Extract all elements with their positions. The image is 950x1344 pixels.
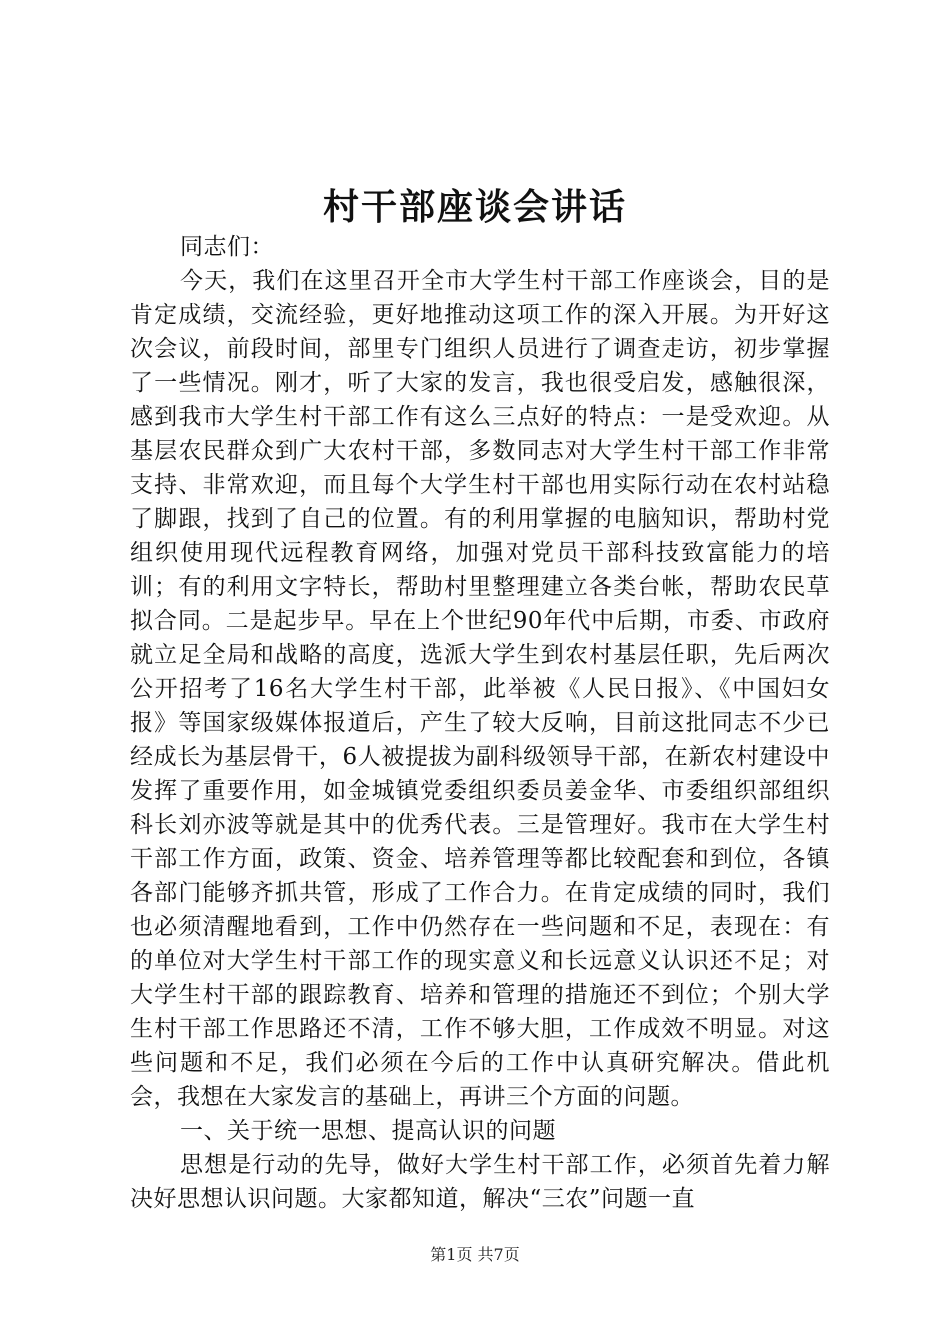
body-paragraph-section-1: 思想是行动的先导，做好大学生村干部工作，必须首先着力解决好思想认识问题。大家都知道，解决“三农”问题一直 [130,1152,830,1212]
document-body [130,230,830,1216]
page-footer: 第1页 共7页 [430,1245,520,1264]
body-paragraph-intro: 今天，我们在这里召开全市大学生村干部工作座谈会，目的是肯定成绩，交流经验，更好地推动这项工作的深入开展。为开好这次会议，前段时间，部里专门组织人员进行了调查走访，初步掌握了一些情况。刚才，听了大家的发言，我也很受启发，感触很深，感到我市大学生村干部工作有这么三点好的特点：一是受欢迎。从基层农民群众到广大农村干部，多数同志对大学生村干部工作非常支持、非常欢迎，而且每个大学生村干部也用实际行动在农村站稳了脚跟，找到了自己的位置。有的利用掌握的电脑知识，帮助村党组织使用现代远程教育网络，加强对党员干部科技致富能力的培训；有的利用文字特长，帮助村里整理建立各类台帐，帮助农民草拟合同。二是起步早。早在上个世纪90年代中后期，市委、市政府就立足全局和战略的高度，选派大学生到农村基层任职，先后两次公开招考了16名大学生村干部，此举被《人民日报》、《中国妇女报》等国家级媒体报道后，产生了较大反响，目前这批同志不少已经成长为基层骨干，6人被提拔为副科级领导干部，在新农村建设中发挥了重要作用，如金城镇党委组织委员姜金华、市委组织部组织科长刘亦波等就是其中的优秀代表。三是管理好。我市在大学生村干部工作方面，政策、资金、培养管理等都比较配套和到位，各镇各部门能够齐抓共管，形成了工作合力。在肯定成绩的同时，我们也必须清醒地看到，工作中仍然存在一些问题和不足，表现在：有的单位对大学生村干部工作的现实意义和长远意义认识还不足；对大学生村干部的跟踪教育、培养和管理的措施还不到位；个别大学生村干部工作思路还不清，工作不够大胆，工作成效不明显。对这些问题和不足，我们必须在今后的工作中认真研究解决。借此机会，我想在大家发言的基础上，再讲三个方面的问题。 [130,268,830,1110]
greeting-line: 同志们： [180,234,274,260]
section-heading-1: 一、关于统一思想、提高认识的问题 [180,1118,556,1144]
document-title: 村干部座谈会讲话 [322,186,627,228]
